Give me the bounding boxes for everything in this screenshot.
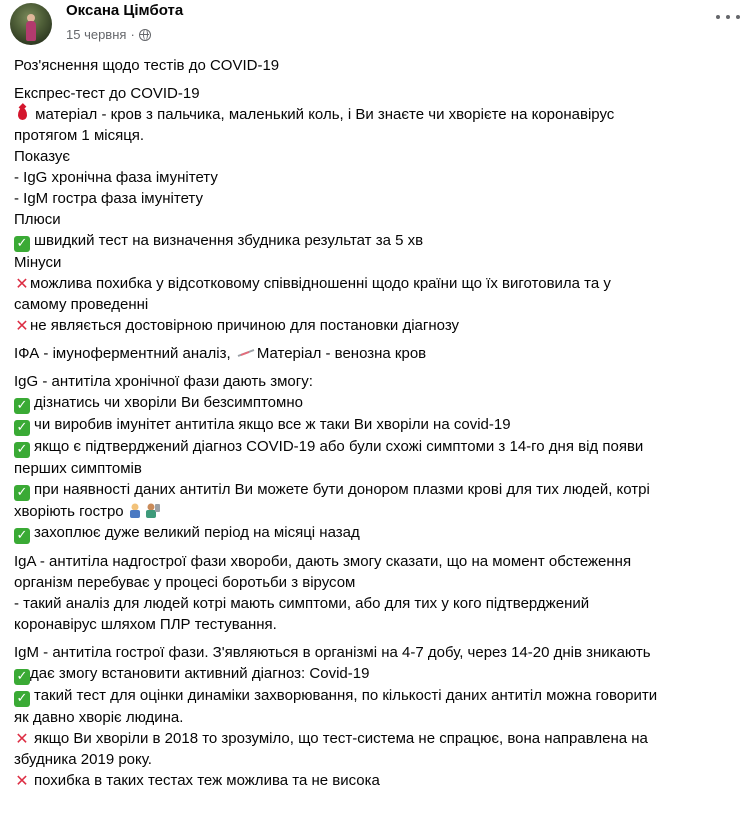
igm-item-cont: як давно хворіє людина. <box>14 709 184 726</box>
post-title: Роз'яснення щодо тестів до COVID-19 <box>14 57 280 74</box>
igg-heading: IgG - антитіла хронічної фази дають змогу: <box>14 373 313 390</box>
cross-mark-icon: ✕ <box>15 729 29 748</box>
igg-item: ✓ чи виробив імунітет антитіла якщо все ж таки Ви хворіли на covid-19 <box>14 414 744 436</box>
cross-mark-icon: ✕ <box>15 316 29 335</box>
igg-item-cont: хворіють гостро <box>14 501 744 522</box>
author-name[interactable]: Оксана Цімбота <box>66 2 184 19</box>
con-item: ✕можлива похибка у відсотковому співвідношенні щодо країни що їх виготовила та у <box>15 274 611 293</box>
post-meta <box>66 27 151 42</box>
igm-item: ✕ якщо Ви хворіли в 2018 то зрозуміло, що тест-система не спрацює, вона направлена на <box>15 729 648 748</box>
blood-drop-icon <box>18 108 27 120</box>
ifa-section <box>14 343 744 364</box>
igm-item-cont: збудника 2019 року. <box>14 751 152 768</box>
express-heading: Експрес-тест до COVID-19 <box>14 85 200 102</box>
igg-item: ✓ захоплює дуже великий період на місяці назад <box>14 522 744 544</box>
cons-label: Мінуси <box>14 254 62 271</box>
cross-mark-icon: ✕ <box>15 274 29 293</box>
shows-label: Показує <box>14 148 71 165</box>
medical-people-icon <box>128 502 162 518</box>
check-mark-icon: ✓ <box>14 691 30 707</box>
globe-icon[interactable] <box>139 29 151 41</box>
post-date[interactable]: 15 червня <box>66 27 127 42</box>
igg-section <box>14 371 744 544</box>
check-mark-icon: ✓ <box>14 398 30 414</box>
igm-line: - IgM гостра фаза імунітету <box>14 190 203 207</box>
avatar[interactable] <box>10 3 52 45</box>
post-header <box>0 0 754 52</box>
igg-item: ✓ якщо є підтверджений діагноз COVID-19 або були схожі симптоми з 14-го дня від появи <box>14 436 744 458</box>
check-mark-icon: ✓ <box>14 236 30 252</box>
pros-label: Плюси <box>14 211 61 228</box>
express-test-section <box>14 83 744 336</box>
check-mark-icon: ✓ <box>14 442 30 458</box>
igm-heading: IgM - антитіла гострої фази. З'являються в організмі на 4-7 добу, через 14-20 днів зникають <box>14 644 651 661</box>
post-title-paragraph <box>14 55 744 76</box>
igg-item-cont: перших симптомів <box>14 460 142 477</box>
ifa-line: ІФА - імуноферментний аналіз, Матеріал - венозна кров <box>14 345 427 362</box>
igm-item: ✕ похибка в таких тестах теж можлива та не висока <box>15 771 380 790</box>
con-item-cont: самому проведенні <box>14 296 149 313</box>
igg-line: - IgG хронічна фаза імунітету <box>14 169 218 186</box>
check-mark-icon: ✓ <box>14 669 30 685</box>
pro-item: ✓ швидкий тест на визначення збудника результат за 5 хв <box>14 230 744 252</box>
check-mark-icon: ✓ <box>14 528 30 544</box>
more-options-icon[interactable] <box>716 9 740 25</box>
iga-line: організм перебуває у процесі боротьби з вірусом <box>14 574 356 591</box>
express-material: матеріал - кров з пальчика, маленький коль, і Ви знаєте чи хворієте на коронавірус <box>14 104 744 125</box>
syringe-icon <box>237 349 255 357</box>
avatar-figure-shape <box>26 21 36 41</box>
iga-line: IgA - антитіла надгострої фази хвороби, дають змогу сказати, що на момент обстеження <box>14 553 632 570</box>
con-item: ✕не являється достовірною причиною для постановки діагнозу <box>15 316 460 335</box>
check-mark-icon: ✓ <box>14 485 30 501</box>
igg-item: ✓ дізнатись чи хворіли Ви безсимптомно <box>14 392 744 414</box>
igm-section <box>14 642 744 791</box>
iga-line: коронавірус шляхом ПЛР тестування. <box>14 616 277 633</box>
post-body <box>14 55 744 791</box>
igg-item: ✓ при наявності даних антитіл Ви можете бути донором плазми крові для тих людей, котрі <box>14 479 744 501</box>
igm-item: ✓ дає змогу встановити активний діагноз: Covid-19 <box>14 663 744 685</box>
iga-section <box>14 551 744 635</box>
express-material-cont: протягом 1 місяця. <box>14 127 145 144</box>
meta-separator: · <box>130 27 135 42</box>
iga-line: - такий аналіз для людей котрі мають симптоми, або для тих у кого підтверджений <box>14 595 590 612</box>
check-mark-icon: ✓ <box>14 420 30 436</box>
igm-item: ✓ такий тест для оцінки динаміки захворювання, по кількості даних антитіл можна говорити <box>14 685 744 707</box>
cross-mark-icon: ✕ <box>15 771 29 790</box>
